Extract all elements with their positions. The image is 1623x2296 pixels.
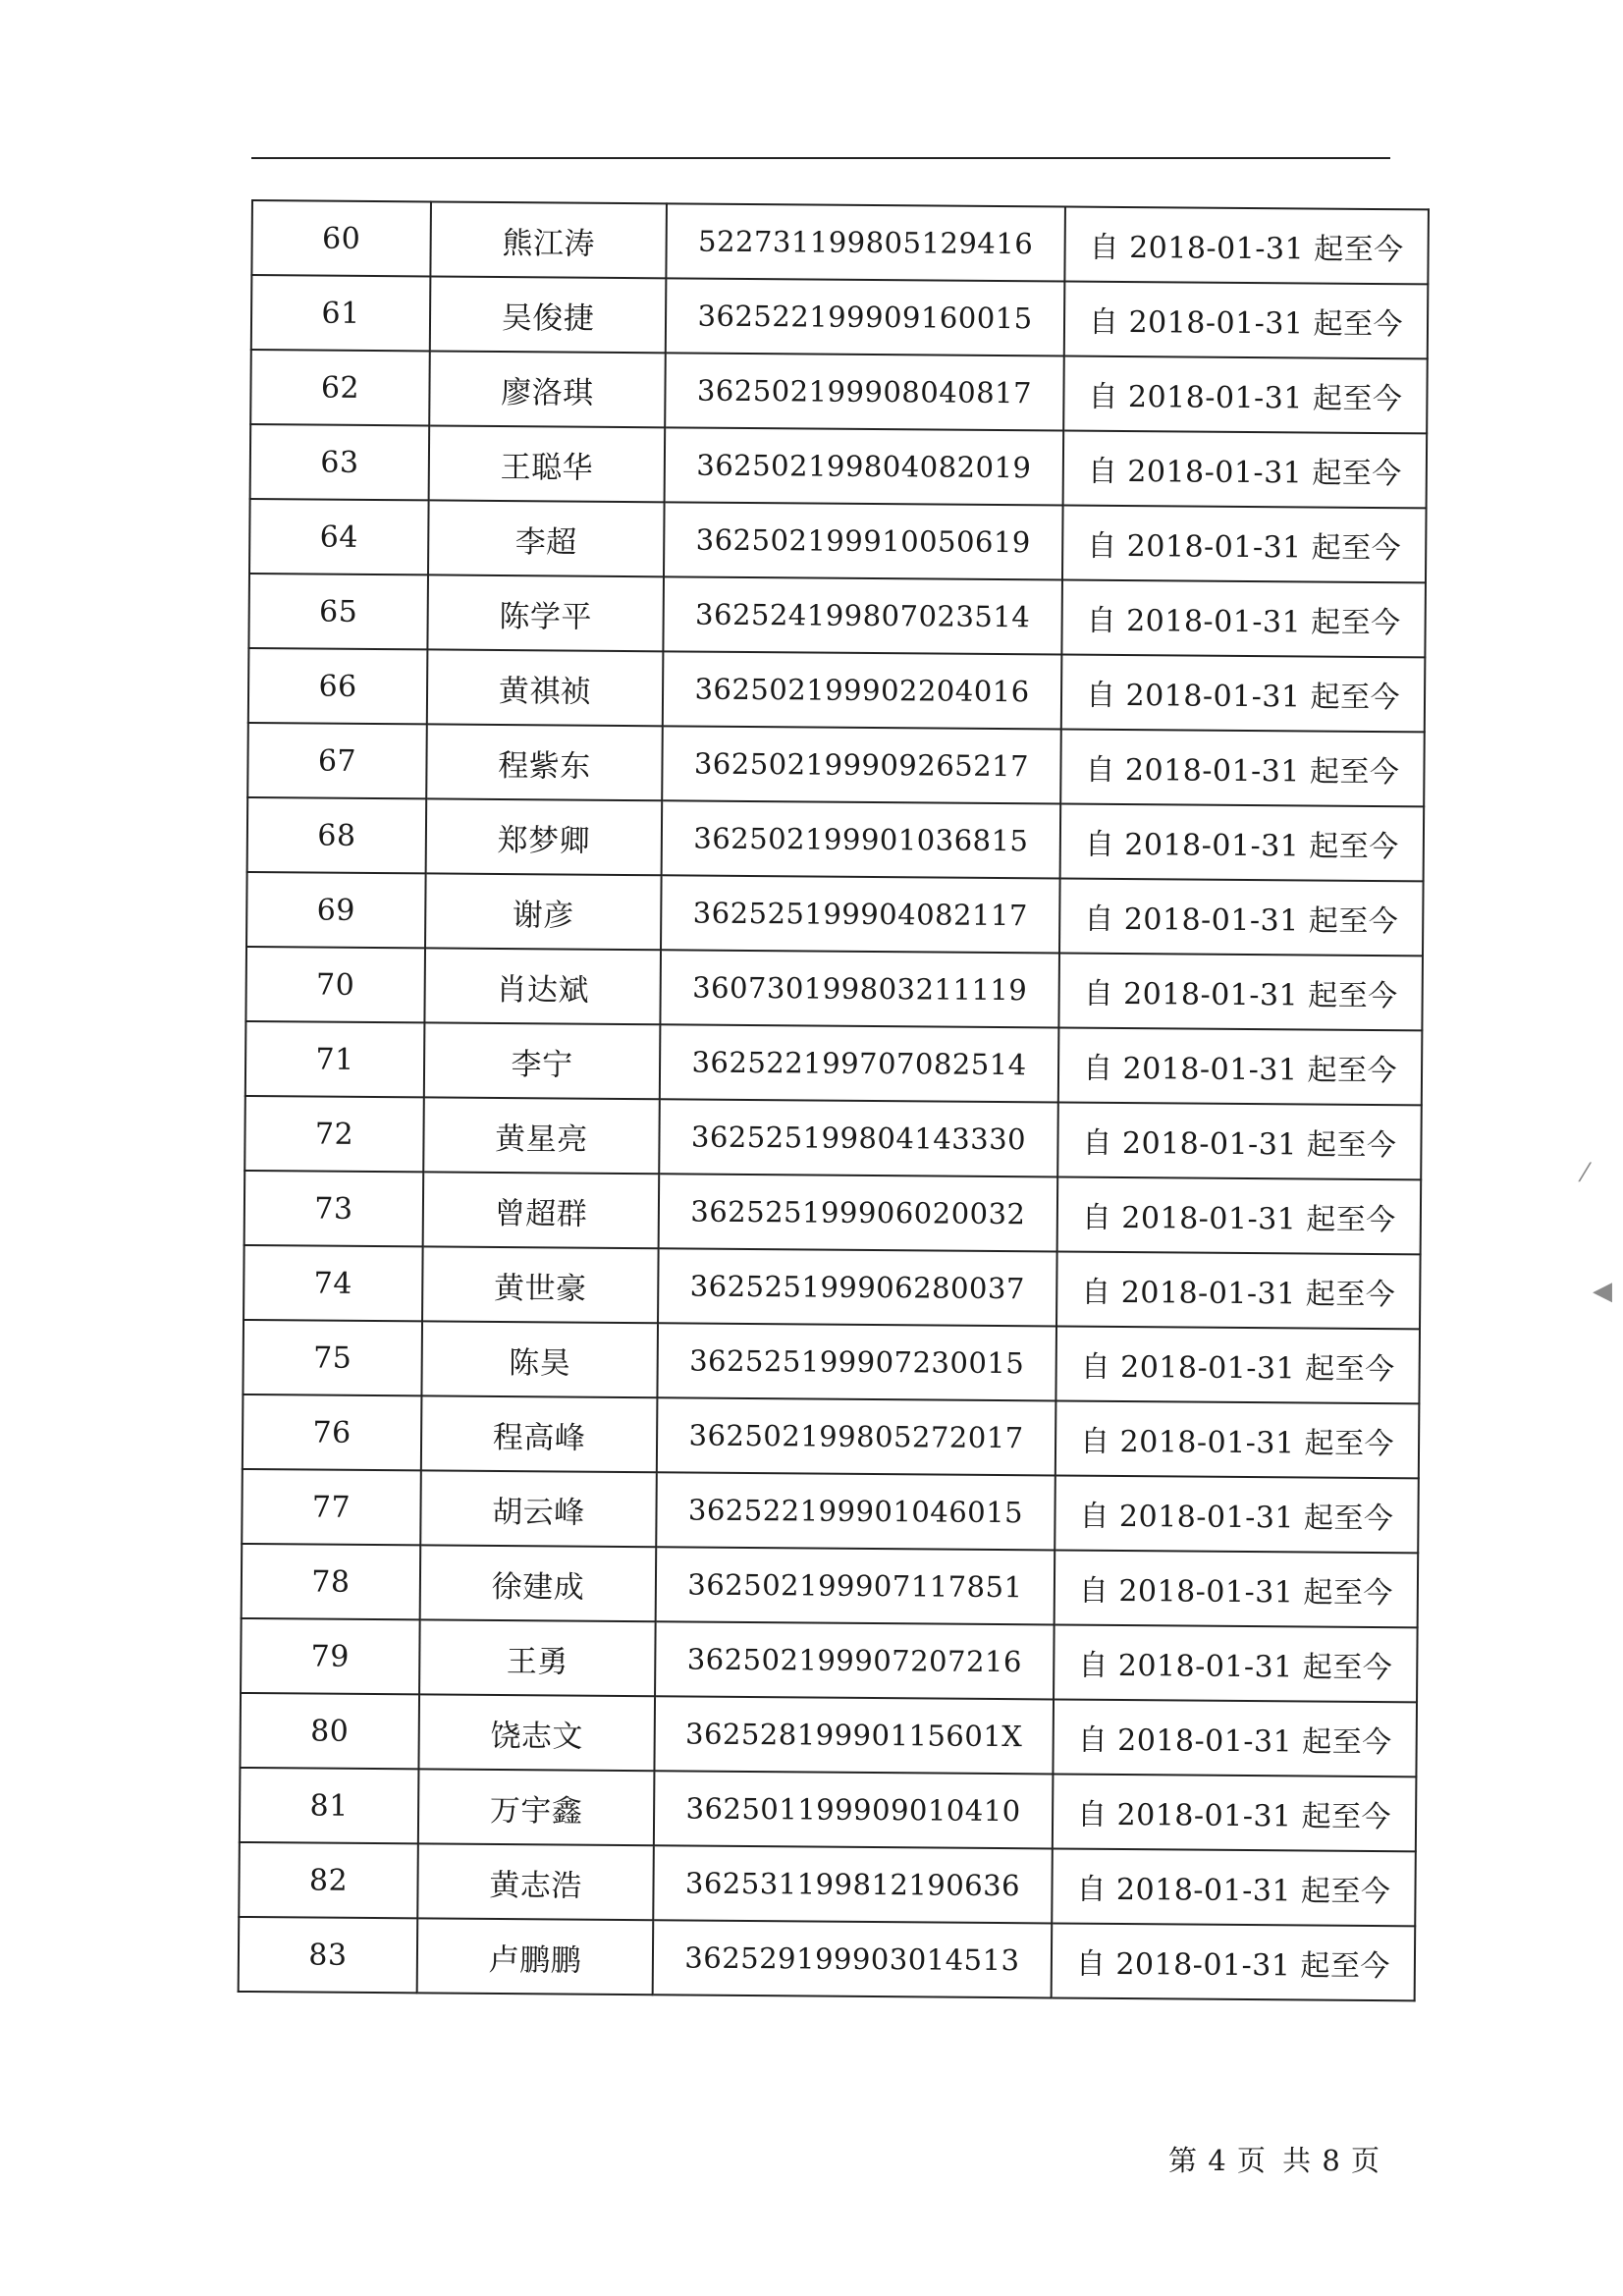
table-row bbox=[248, 648, 1426, 732]
scan-artifact-mark: ⁄ bbox=[1583, 1159, 1588, 1188]
period-cell: 自 2018-01-31 起至今 bbox=[1064, 207, 1429, 285]
person-name-cell: 李超 bbox=[428, 500, 665, 576]
page-footer bbox=[1168, 2139, 1386, 2179]
table-row bbox=[250, 350, 1428, 433]
period-cell: 自 2018-01-31 起至今 bbox=[1062, 506, 1427, 583]
row-number-cell: 77 bbox=[242, 1469, 421, 1545]
period-cell: 自 2018-01-31 起至今 bbox=[1058, 1027, 1423, 1105]
period-cell: 自 2018-01-31 起至今 bbox=[1052, 1848, 1416, 1926]
row-number-cell: 65 bbox=[248, 574, 428, 649]
row-number-cell: 67 bbox=[247, 723, 427, 798]
id-number-cell: 362502199910050619 bbox=[664, 502, 1063, 579]
table-row bbox=[241, 1618, 1418, 1702]
period-cell: 自 2018-01-31 起至今 bbox=[1055, 1326, 1420, 1403]
page-number: 第 4 页 bbox=[1168, 2144, 1267, 2177]
id-number-cell: 362502199804082019 bbox=[665, 427, 1064, 505]
period-cell: 自 2018-01-31 起至今 bbox=[1064, 282, 1429, 359]
table-row bbox=[247, 797, 1425, 881]
table-row bbox=[243, 1245, 1421, 1329]
row-number-cell: 74 bbox=[243, 1245, 423, 1321]
period-cell: 自 2018-01-31 起至今 bbox=[1055, 1475, 1419, 1553]
period-cell: 自 2018-01-31 起至今 bbox=[1052, 1923, 1416, 2000]
roster-table bbox=[238, 199, 1430, 2001]
table-row bbox=[244, 1171, 1422, 1254]
person-name-cell: 廖洛琪 bbox=[429, 351, 666, 427]
table-row bbox=[243, 1394, 1420, 1478]
row-number-cell: 72 bbox=[244, 1096, 424, 1172]
person-name-cell: 吴俊捷 bbox=[430, 276, 667, 353]
person-name-cell: 卢鹏鹏 bbox=[417, 1918, 654, 1995]
row-number-cell: 78 bbox=[242, 1544, 421, 1619]
period-cell: 自 2018-01-31 起至今 bbox=[1053, 1774, 1417, 1851]
scan-artifact-mark: ◀ bbox=[1593, 1277, 1612, 1306]
table-row bbox=[239, 1842, 1416, 1926]
row-number-cell: 79 bbox=[241, 1618, 420, 1694]
person-name-cell: 陈昊 bbox=[421, 1321, 658, 1397]
row-number-cell: 68 bbox=[247, 797, 427, 873]
row-number-cell: 73 bbox=[244, 1171, 424, 1246]
row-number-cell: 60 bbox=[251, 200, 431, 276]
page-total: 共 8 页 bbox=[1282, 2144, 1380, 2177]
period-cell: 自 2018-01-31 起至今 bbox=[1059, 878, 1424, 956]
table-row bbox=[250, 424, 1428, 508]
id-number-cell: 362502199805272017 bbox=[657, 1397, 1056, 1475]
table-row bbox=[240, 1693, 1417, 1777]
person-name-cell: 陈学平 bbox=[427, 574, 664, 651]
row-number-cell: 81 bbox=[240, 1768, 419, 1843]
person-name-cell: 王勇 bbox=[419, 1619, 656, 1696]
table-row bbox=[245, 947, 1423, 1030]
table-row bbox=[245, 1021, 1423, 1105]
table-row bbox=[242, 1469, 1419, 1553]
row-number-cell: 82 bbox=[239, 1842, 418, 1918]
row-number-cell: 61 bbox=[251, 275, 431, 351]
id-number-cell: 362502199901036815 bbox=[662, 800, 1061, 878]
period-cell: 自 2018-01-31 起至今 bbox=[1056, 1251, 1421, 1329]
person-name-cell: 肖达斌 bbox=[424, 948, 661, 1024]
period-cell: 自 2018-01-31 起至今 bbox=[1055, 1400, 1420, 1478]
table-row bbox=[251, 200, 1429, 284]
person-name-cell: 谢彦 bbox=[425, 873, 662, 950]
id-number-cell: 522731199805129416 bbox=[666, 203, 1065, 281]
id-number-cell: 362531199812190636 bbox=[653, 1845, 1053, 1923]
id-number-cell: 362525199906020032 bbox=[659, 1174, 1058, 1251]
id-number-cell: 362502199908040817 bbox=[665, 353, 1064, 430]
period-cell: 自 2018-01-31 起至今 bbox=[1061, 579, 1426, 657]
id-number-cell: 362529199903014513 bbox=[653, 1920, 1053, 1997]
row-number-cell: 80 bbox=[240, 1693, 419, 1769]
person-name-cell: 李宁 bbox=[424, 1022, 661, 1099]
row-number-cell: 71 bbox=[245, 1021, 425, 1097]
id-number-cell: 362522199909160015 bbox=[666, 278, 1065, 355]
person-name-cell: 徐建成 bbox=[420, 1545, 657, 1621]
id-number-cell: 36252819990115601X bbox=[654, 1696, 1054, 1774]
person-name-cell: 万宇鑫 bbox=[418, 1769, 655, 1845]
person-name-cell: 胡云峰 bbox=[420, 1470, 657, 1547]
id-number-cell: 362502199907117851 bbox=[656, 1547, 1055, 1624]
person-name-cell: 曾超群 bbox=[423, 1172, 660, 1248]
row-number-cell: 70 bbox=[245, 947, 425, 1022]
id-number-cell: 362522199901046015 bbox=[656, 1472, 1055, 1550]
table-row bbox=[244, 1096, 1422, 1179]
person-name-cell: 熊江涛 bbox=[430, 201, 667, 278]
table-row bbox=[239, 1917, 1416, 2000]
period-cell: 自 2018-01-31 起至今 bbox=[1057, 1102, 1422, 1179]
id-number-cell: 362502199902204016 bbox=[663, 651, 1062, 729]
table-row bbox=[249, 499, 1427, 582]
id-number-cell: 362522199707082514 bbox=[660, 1024, 1059, 1102]
period-cell: 自 2018-01-31 起至今 bbox=[1054, 1624, 1418, 1702]
id-number-cell: 360730199803211119 bbox=[660, 950, 1059, 1027]
table-row bbox=[248, 574, 1426, 657]
person-name-cell: 饶志文 bbox=[418, 1694, 655, 1771]
row-number-cell: 64 bbox=[249, 499, 429, 574]
id-number-cell: 362525199904082117 bbox=[661, 875, 1060, 953]
person-name-cell: 王聪华 bbox=[429, 425, 666, 502]
id-number-cell: 362525199907230015 bbox=[657, 1323, 1056, 1400]
person-name-cell: 黄志浩 bbox=[417, 1843, 654, 1920]
person-name-cell: 黄星亮 bbox=[423, 1097, 660, 1174]
period-cell: 自 2018-01-31 起至今 bbox=[1055, 1550, 1419, 1627]
row-number-cell: 83 bbox=[239, 1917, 418, 1993]
row-number-cell: 76 bbox=[243, 1394, 422, 1470]
table-row bbox=[247, 723, 1425, 806]
period-cell: 自 2018-01-31 起至今 bbox=[1058, 953, 1423, 1030]
person-name-cell: 黄世豪 bbox=[422, 1246, 659, 1323]
table-row bbox=[243, 1320, 1420, 1403]
table-row bbox=[240, 1768, 1417, 1851]
id-number-cell: 362525199804143330 bbox=[659, 1099, 1058, 1176]
period-cell: 自 2018-01-31 起至今 bbox=[1060, 803, 1425, 881]
row-number-cell: 63 bbox=[250, 424, 430, 500]
table-row bbox=[251, 275, 1429, 358]
row-number-cell: 75 bbox=[243, 1320, 422, 1395]
header-rule bbox=[251, 157, 1390, 159]
person-name-cell: 黄祺祯 bbox=[427, 649, 664, 726]
row-number-cell: 69 bbox=[246, 872, 426, 948]
period-cell: 自 2018-01-31 起至今 bbox=[1061, 654, 1426, 732]
id-number-cell: 362501199909010410 bbox=[654, 1771, 1054, 1848]
period-cell: 自 2018-01-31 起至今 bbox=[1063, 431, 1428, 509]
row-number-cell: 62 bbox=[250, 350, 430, 425]
id-number-cell: 362524199807023514 bbox=[663, 576, 1062, 654]
id-number-cell: 362525199906280037 bbox=[658, 1248, 1057, 1326]
person-name-cell: 郑梦卿 bbox=[426, 798, 663, 875]
period-cell: 自 2018-01-31 起至今 bbox=[1053, 1699, 1417, 1777]
id-number-cell: 362502199909265217 bbox=[662, 726, 1061, 803]
roster-table-body bbox=[239, 200, 1429, 2000]
table-row bbox=[242, 1544, 1419, 1627]
id-number-cell: 362502199907207216 bbox=[655, 1621, 1055, 1699]
table-row bbox=[246, 872, 1424, 956]
row-number-cell: 66 bbox=[248, 648, 428, 724]
person-name-cell: 程高峰 bbox=[421, 1395, 658, 1472]
period-cell: 自 2018-01-31 起至今 bbox=[1057, 1176, 1422, 1254]
period-cell: 自 2018-01-31 起至今 bbox=[1063, 356, 1428, 434]
person-name-cell: 程紫东 bbox=[426, 724, 663, 800]
period-cell: 自 2018-01-31 起至今 bbox=[1060, 729, 1425, 806]
